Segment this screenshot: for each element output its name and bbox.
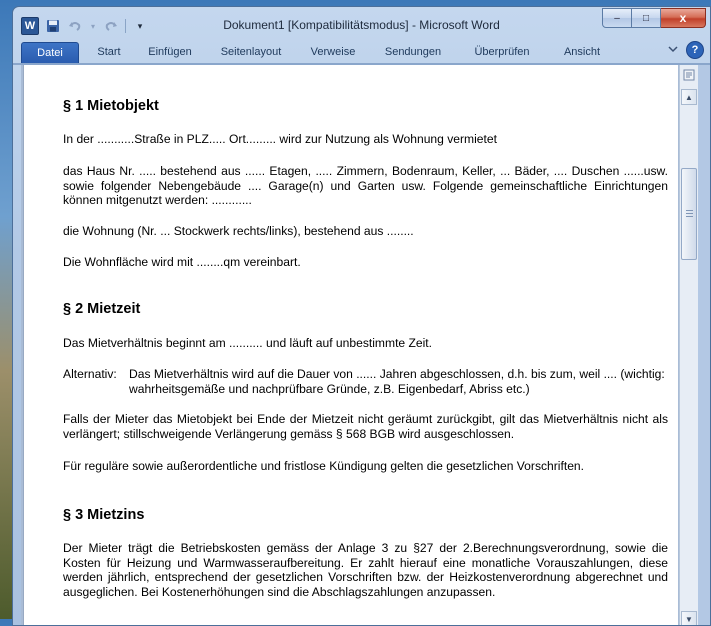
minimize-ribbon-icon[interactable] [668, 44, 678, 56]
help-icon[interactable]: ? [686, 41, 704, 59]
window-controls [602, 8, 706, 28]
ribbon-help-area [668, 41, 704, 59]
window-title: Dokument1 [Kompatibilitätsmodus] - Microsoft Word [223, 18, 500, 32]
tab-start[interactable]: Start [97, 46, 121, 58]
paragraph: Für reguläre sowie außerordentliche und fristlose Kündigung gelten die gesetzlichen Vorschriften. [63, 459, 585, 473]
tab-ansicht[interactable]: Ansicht [563, 46, 601, 58]
scroll-up-button[interactable]: ▲ [681, 89, 697, 105]
ribbon-tabs [13, 39, 710, 63]
paragraph: Die Wohnfläche wird mit ........qm vereinbart. [63, 255, 301, 269]
paragraph: das Haus Nr. ..... bestehend aus ...... Etagen, ..... Zimmern, Bodenraum, Keller, ... Bäder, .... Duschen ......usw. sowie folgender Nebengebäude .... Garage(n) und Garten usw. Folgende gemeinschaftliche Einrichtungen können mitgenutzt werden: ............ [63, 164, 668, 207]
section-heading-mietobjekt: § 1 Mietobjekt [63, 98, 159, 114]
word-app-icon[interactable]: W [21, 17, 39, 35]
paragraph: die Wohnung (Nr. ... Stockwerk rechts/links), bestehend aus ........ [63, 224, 414, 238]
maximize-button[interactable]: □ [632, 8, 661, 28]
scroll-down-button[interactable]: ▼ [681, 611, 697, 626]
minimize-button[interactable]: – [602, 8, 632, 28]
tab-datei[interactable]: Datei [21, 42, 79, 64]
undo-dropdown-icon[interactable]: ▾ [90, 21, 95, 31]
customize-qat-icon[interactable]: ▾ [137, 20, 143, 31]
section-heading-mietzins: § 3 Mietzins [63, 507, 145, 523]
window-right-frame [698, 65, 711, 626]
tab-sendungen[interactable]: Sendungen [384, 46, 442, 58]
document-page[interactable] [23, 65, 678, 626]
scrollbar-grip-icon [686, 210, 693, 218]
alternative-label: Alternativ: [63, 367, 117, 381]
close-button[interactable]: x [661, 8, 706, 28]
paragraph: Der Mieter trägt die Betriebskosten gemäss der Anlage 3 zu §27 der 2.Berechnungsverordnung, sowie die Kosten für Heizung und Warmwasseraufbereitung. Er zahlt hierauf eine monatliche Vorauszahlungen, diese werden jährlich, entsprechend der gesetzlichen Vorschriften bzw. der Heizkostenverordnung abgerechnet und ausgeglichen. Bei Kostenerhöhungen sind die Abschlagszahlungen anzupassen. [63, 541, 668, 599]
paragraph: In der ...........Straße in PLZ..... Ort......... wird zur Nutzung als Wohnung vermietet [63, 132, 497, 146]
paragraph: Falls der Mieter das Mietobjekt bei Ende der Mietzeit nicht geräumt zurückgibt, gilt das Mietverhältnis nicht als verlängert; stillschweigende Verlängerung gemäss § 568 BGB wird ausgeschlossen. [63, 412, 668, 441]
section-heading-mietzeit: § 2 Mietzeit [63, 301, 141, 317]
document-workspace [21, 65, 679, 626]
tab-ueberpruefen[interactable]: Überprüfen [474, 46, 530, 58]
tab-seitenlayout[interactable]: Seitenlayout [220, 46, 282, 58]
scrollbar-thumb[interactable] [681, 168, 697, 260]
paragraph: Das Mietverhältnis beginnt am .......... und läuft auf unbestimmte Zeit. [63, 336, 433, 350]
tab-verweise[interactable]: Verweise [310, 46, 356, 58]
alternative-text: Das Mietverhältnis wird auf die Dauer von ...... Jahren abgeschlossen, d.h. bis zum, weil .... (wichtig: wahrheitsgemäße und nachprüfbare Gründe, z.B. Eigenbedarf, Abriss etc.) [129, 367, 665, 396]
title-bar [13, 7, 710, 39]
ruler-toggle-icon[interactable] [681, 69, 697, 85]
vertical-scrollbar[interactable] [679, 65, 699, 626]
tab-einfuegen[interactable]: Einfügen [148, 46, 192, 58]
word-window [12, 6, 711, 626]
